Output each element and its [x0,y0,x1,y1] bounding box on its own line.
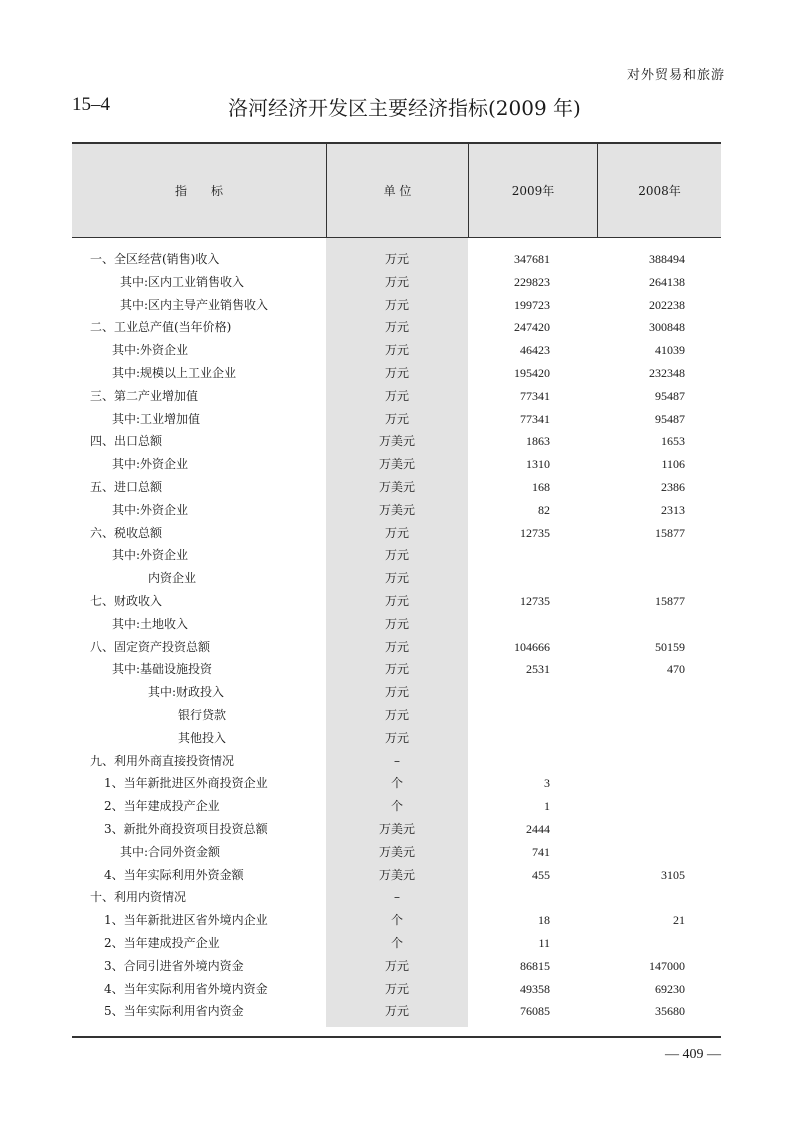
row-value-2009: 741 [532,844,550,859]
row-value-2009: 77341 [520,388,550,403]
row-unit: 万美元 [378,867,415,882]
row-value-2009: 77341 [520,411,550,426]
table-row [0,909,793,932]
row-unit: 万元 [384,274,409,289]
row-unit: 万元 [384,958,409,973]
row-label: 内资企业 [148,571,197,586]
row-unit: 万元 [384,730,409,745]
row-unit: 个 [390,935,403,950]
table-row [0,385,793,408]
row-unit: 万元 [384,365,409,380]
row-label: 其中:基础设施投资 [112,662,213,677]
row-label: 八、固定资产投资总额 [90,639,211,654]
row-value-2008: 35680 [655,1004,685,1019]
row-unit: 万美元 [378,502,415,517]
table-row [0,727,793,750]
table-row [0,476,793,499]
row-label: 三、第二产业增加值 [90,388,199,403]
row-value-2009: 1 [544,799,550,814]
row-unit: 万元 [384,525,409,540]
row-unit: 万元 [384,707,409,722]
row-value-2009: 49358 [520,981,550,996]
row-value-2009: 3 [544,776,550,791]
row-label: 五、进口总额 [90,479,163,494]
row-label: 3、合同引进省外境内资金 [104,958,244,973]
row-value-2009: 18 [538,913,550,928]
row-label: 二、工业总产值(当年价格) [90,320,232,335]
table-row [0,841,793,864]
row-value-2008: 69230 [655,981,685,996]
row-value-2009: 46423 [520,343,550,358]
row-value-2008: 2313 [661,502,685,517]
header-unit: 单 位 [383,184,412,198]
table-row [0,818,793,841]
row-value-2008: 147000 [649,958,685,973]
row-unit: 万元 [384,981,409,996]
row-value-2009: 168 [532,479,550,494]
table-body [0,248,793,1023]
table-row [0,795,793,818]
row-unit: 个 [390,913,403,928]
row-unit: 个 [390,776,403,791]
row-value-2009: 12735 [520,525,550,540]
row-value-2009: 76085 [520,1004,550,1019]
row-label: 2、当年建成投产企业 [104,935,220,950]
row-label: 其中:外资企业 [112,548,189,563]
row-label: 4、当年实际利用省外境内资金 [104,981,268,996]
header-2008: 2008年 [638,184,681,198]
table-header [72,142,721,238]
row-value-2008: 1653 [661,434,685,449]
table-bottom-rule [72,1036,721,1038]
row-value-2008: 3105 [661,867,685,882]
row-value-2009: 199723 [514,297,550,312]
table-row [0,1000,793,1023]
row-value-2008: 15877 [655,525,685,540]
table-row [0,590,793,613]
row-label: 1、当年新批进区外商投资企业 [104,776,268,791]
row-label: 其他投入 [178,730,227,745]
row-value-2008: 95487 [655,411,685,426]
row-unit: 万元 [384,388,409,403]
row-unit: 万美元 [378,844,415,859]
row-unit: 万美元 [378,434,415,449]
row-label: 十、利用内资情况 [90,890,187,905]
row-label: 银行贷款 [178,707,227,722]
table-row [0,430,793,453]
row-label: 其中:区内主导产业销售收入 [120,297,269,312]
table-row [0,636,793,659]
row-value-2009: 455 [532,867,550,882]
row-unit: 万美元 [378,821,415,836]
table-row [0,864,793,887]
table-row [0,339,793,362]
row-label: 四、出口总额 [90,434,163,449]
header-indicator: 指 标 [174,184,223,198]
row-label: 其中:外资企业 [112,343,189,358]
table-title: 洛河经济开发区主要经济指标(2009 年) [228,96,581,120]
row-unit: – [394,753,400,768]
table-row [0,772,793,795]
table-row [0,955,793,978]
row-label: 其中:土地收入 [112,616,189,631]
table-row [0,408,793,431]
page-number: — 409 — [665,1047,721,1062]
row-unit: 万元 [384,252,409,266]
row-label: 4、当年实际利用外资金额 [104,867,244,882]
row-value-2008: 264138 [649,274,685,289]
row-unit: 万元 [384,320,409,335]
row-unit: 万元 [384,297,409,312]
table-row [0,316,793,339]
row-label: 5、当年实际利用省内资金 [104,1004,244,1019]
table-row [0,750,793,773]
row-value-2009: 195420 [514,365,550,380]
row-unit: 万元 [384,343,409,358]
row-value-2009: 104666 [514,639,550,654]
row-unit: 万元 [384,411,409,426]
table-row [0,613,793,636]
row-label: 3、新批外商投资项目投资总额 [104,821,268,836]
row-value-2009: 2531 [526,662,550,677]
row-label: 其中:区内工业销售收入 [120,274,245,289]
table-row [0,248,793,271]
row-value-2008: 470 [667,662,685,677]
table-row [0,271,793,294]
row-value-2008: 388494 [649,252,685,266]
row-value-2008: 41039 [655,343,685,358]
row-label: 其中:财政投入 [148,685,225,700]
table-row [0,681,793,704]
row-value-2008: 202238 [649,297,685,312]
table-row [0,658,793,681]
row-label: 其中:外资企业 [112,457,189,472]
table-row [0,886,793,909]
row-value-2008: 50159 [655,639,685,654]
row-value-2008: 1106 [661,457,685,472]
row-label: 一、全区经营(销售)收入 [90,252,220,266]
row-unit: 万美元 [378,457,415,472]
row-value-2009: 229823 [514,274,550,289]
header-2009: 2009年 [511,184,555,198]
row-value-2009: 1310 [526,457,550,472]
row-unit: 万美元 [378,479,415,494]
running-head: 对外贸易和旅游 [626,68,725,83]
row-value-2009: 82 [538,502,550,517]
row-unit: 万元 [384,662,409,677]
row-value-2009: 12735 [520,593,550,608]
row-unit: 万元 [384,548,409,563]
row-unit: 个 [390,799,403,814]
table-row [0,522,793,545]
row-label: 其中:合同外资金额 [120,844,221,859]
row-unit: 万元 [384,639,409,654]
row-label: 七、财政收入 [90,593,163,608]
row-value-2008: 300848 [649,320,685,335]
row-value-2009: 1863 [526,434,550,449]
row-unit: 万元 [384,571,409,586]
row-value-2009: 11 [538,935,550,950]
row-value-2008: 15877 [655,593,685,608]
row-value-2008: 21 [673,913,685,928]
table-number: 15–4 [72,94,110,115]
row-label: 2、当年建成投产企业 [104,799,220,814]
table-row [0,567,793,590]
row-value-2008: 95487 [655,388,685,403]
table-row [0,932,793,955]
row-value-2009: 247420 [514,320,550,335]
table-row [0,499,793,522]
row-unit: 万元 [384,685,409,700]
row-value-2008: 232348 [649,365,685,380]
table-row [0,704,793,727]
table-row [0,544,793,567]
table-row [0,362,793,385]
row-value-2009: 86815 [520,958,550,973]
table-row [0,453,793,476]
row-unit: 万元 [384,616,409,631]
row-value-2009: 2444 [526,821,550,836]
row-value-2009: 347681 [514,252,550,266]
table-row [0,978,793,1001]
row-value-2008: 2386 [661,479,685,494]
row-unit: – [394,890,400,905]
row-label: 其中:规模以上工业企业 [112,365,237,380]
row-label: 九、利用外商直接投资情况 [90,753,235,768]
row-label: 其中:外资企业 [112,502,189,517]
table-row [0,294,793,317]
row-label: 1、当年新批进区省外境内企业 [104,913,268,928]
row-unit: 万元 [384,1004,409,1019]
row-label: 其中:工业增加值 [112,411,201,426]
row-label: 六、税收总额 [90,525,163,540]
row-unit: 万元 [384,593,409,608]
